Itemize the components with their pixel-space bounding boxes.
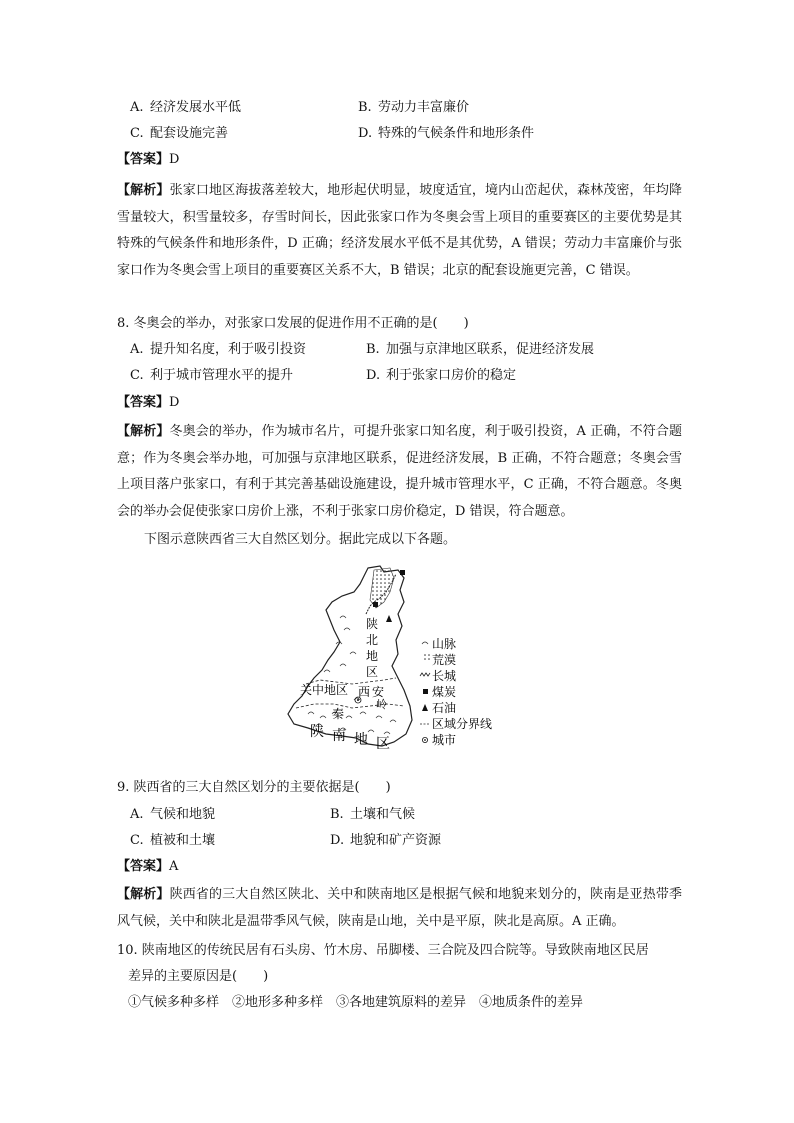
analysis-paragraph bbox=[117, 178, 682, 284]
answer-label: 【答案】 bbox=[117, 152, 170, 167]
coal-symbol bbox=[373, 602, 378, 607]
region-label: 南 bbox=[332, 728, 346, 744]
option-text: 经济发展水平低 bbox=[150, 100, 242, 115]
answer-label: 【答案】 bbox=[117, 859, 170, 874]
option-b[interactable] bbox=[330, 805, 415, 825]
option-text: 地貌和矿产资源 bbox=[350, 833, 442, 848]
option-d[interactable] bbox=[366, 366, 516, 386]
option-text: 劳动力丰富廉价 bbox=[378, 100, 470, 115]
option-b[interactable] bbox=[366, 340, 594, 360]
option-d[interactable] bbox=[330, 831, 441, 851]
mountain-symbols bbox=[308, 616, 396, 734]
mountain-legend-icon bbox=[422, 642, 428, 644]
option-text: 植被和土壤 bbox=[150, 833, 216, 848]
region-label: 北 bbox=[366, 633, 379, 647]
map-svg bbox=[280, 558, 520, 758]
legend-label: 区域分界线 bbox=[432, 717, 493, 731]
analysis-text: 张家口地区海拔落差较大，地形起伏明显，坡度适宜，境内山峦起伏，森林茂密，年均降雪量较大，积雪量较多，存雪时间长，因此张家口作为冬奥会雪上项目的重要赛区的主要优势是其特殊的气候条件和地形条件，D 正确；经济发展水平低不是其优势，A 错误；劳动力丰富廉价与张家口作为冬奥会雪上项目的重要赛区关系不大，B 错误；北京的配套设施更完善，C 错误。 bbox=[117, 183, 682, 278]
legend-label: 山脉 bbox=[432, 637, 457, 651]
coal-symbol bbox=[400, 570, 405, 575]
option-text: 配套设施完善 bbox=[150, 126, 229, 141]
option-letter: C. bbox=[130, 368, 144, 383]
province-outline bbox=[288, 566, 412, 746]
option-text: 土壤和气候 bbox=[350, 807, 416, 822]
region-label: 地 bbox=[366, 649, 379, 663]
option-b[interactable] bbox=[358, 98, 469, 118]
legend-label: 城市 bbox=[432, 733, 457, 747]
option-letter: B. bbox=[366, 342, 380, 357]
answer-value: A bbox=[169, 859, 179, 874]
option-a[interactable] bbox=[130, 98, 241, 118]
city-label: 西 bbox=[358, 685, 371, 699]
analysis-text: 陕西省的三大自然区陕北、关中和陕南地区是根据气候和地貌来划分的，陕南是亚热带季风气候，关中和陕北是温带季风气候，陕南是山地，关中是平原，陕北是高原。A 正确。 bbox=[117, 887, 682, 929]
question-stem: 9. 陕西省的三大自然区划分的主要依据是( ) bbox=[117, 780, 391, 795]
mountain-label: 秦 bbox=[332, 707, 345, 721]
option-c[interactable] bbox=[130, 366, 293, 386]
map-legend bbox=[420, 637, 492, 747]
option-a[interactable] bbox=[130, 340, 306, 360]
analysis-paragraph bbox=[117, 419, 682, 525]
option-letter: C. bbox=[130, 126, 144, 141]
option-text: 提升知名度，利于吸引投资 bbox=[150, 342, 307, 357]
figure-intro: 下图示意陕西省三大自然区划分。据此完成以下各题。 bbox=[144, 532, 457, 547]
mountain-label: 岭 bbox=[376, 698, 387, 711]
legend-label: 石油 bbox=[432, 701, 457, 715]
great-wall-legend-icon bbox=[420, 673, 430, 676]
option-letter: A. bbox=[130, 100, 144, 115]
analysis-label: 【解析】 bbox=[117, 424, 170, 439]
option-d[interactable] bbox=[358, 124, 534, 144]
region-label: 陕 bbox=[310, 724, 324, 740]
region-label: 区 bbox=[366, 665, 379, 679]
answer-line bbox=[117, 857, 178, 877]
question-stem: 10. 陕南地区的传统民居有石头房、竹木房、吊脚楼、三合院及四合院等。导致陕南地区民居 bbox=[117, 943, 649, 958]
answer-line bbox=[117, 393, 179, 413]
question-stem: 8. 冬奥会的举办，对张家口发展的促进作用不正确的是( ) bbox=[117, 316, 469, 331]
region-boundary bbox=[296, 704, 404, 708]
option-letter: A. bbox=[130, 807, 144, 822]
option-letter: B. bbox=[358, 100, 372, 115]
analysis-text: 冬奥会的举办，作为城市名片，可提升张家口知名度，利于吸引投资，A 正确，不符合题意；作为冬奥会举办地，可加强与京津地区联系，促进经济发展，B 正确，不符合题意；冬奥会雪上项目落户张家口，有利于其完善基础设施建设，提升城市管理水平，C 正确，不符合题意。冬奥会的举办会促使张家口房价上涨，不利于张家口房价稳定，D 错误，符合题意。 bbox=[117, 424, 682, 519]
legend-label: 煤炭 bbox=[432, 685, 457, 699]
answer-value: D bbox=[169, 395, 180, 410]
option-letter: D. bbox=[330, 833, 345, 848]
shaanxi-region-map bbox=[280, 558, 520, 758]
legend-label: 长城 bbox=[432, 669, 457, 683]
city-label: 安 bbox=[372, 685, 385, 699]
legend-label: 荒漠 bbox=[432, 653, 457, 667]
answer-line bbox=[117, 150, 179, 170]
option-letter: D. bbox=[358, 126, 373, 141]
option-letter: C. bbox=[130, 833, 144, 848]
option-text: 特殊的气候条件和地形条件 bbox=[378, 126, 535, 141]
option-text: 利于张家口房价的稳定 bbox=[386, 368, 517, 383]
region-label: 陕 bbox=[366, 617, 379, 631]
oil-legend-icon bbox=[422, 704, 428, 711]
option-a[interactable] bbox=[130, 805, 215, 825]
desert-legend-icon bbox=[422, 654, 430, 661]
oil-symbol bbox=[386, 615, 392, 622]
option-text: 利于城市管理水平的提升 bbox=[150, 368, 294, 383]
option-letter: D. bbox=[366, 368, 381, 383]
option-c[interactable] bbox=[130, 831, 215, 851]
option-text: 气候和地貌 bbox=[150, 807, 216, 822]
analysis-label: 【解析】 bbox=[117, 183, 170, 198]
analysis-label: 【解析】 bbox=[117, 887, 170, 902]
answer-label: 【答案】 bbox=[117, 395, 170, 410]
option-c[interactable] bbox=[130, 124, 228, 144]
region-label: 地 bbox=[354, 732, 368, 748]
analysis-paragraph bbox=[117, 882, 682, 935]
option-letter: B. bbox=[330, 807, 344, 822]
region-label: 关中地区 bbox=[300, 683, 349, 697]
question-stem-continued: 差异的主要原因是( ) bbox=[128, 969, 269, 984]
option-letter: A. bbox=[130, 342, 144, 357]
choice-list: ①气候多种多样 ②地形多种多样 ③各地建筑原料的差异 ④地质条件的差异 bbox=[128, 995, 584, 1010]
coal-legend-icon bbox=[423, 689, 428, 694]
answer-value: D bbox=[169, 152, 180, 167]
option-text: 加强与京津地区联系，促进经济发展 bbox=[386, 342, 595, 357]
region-label: 区 bbox=[376, 736, 390, 752]
